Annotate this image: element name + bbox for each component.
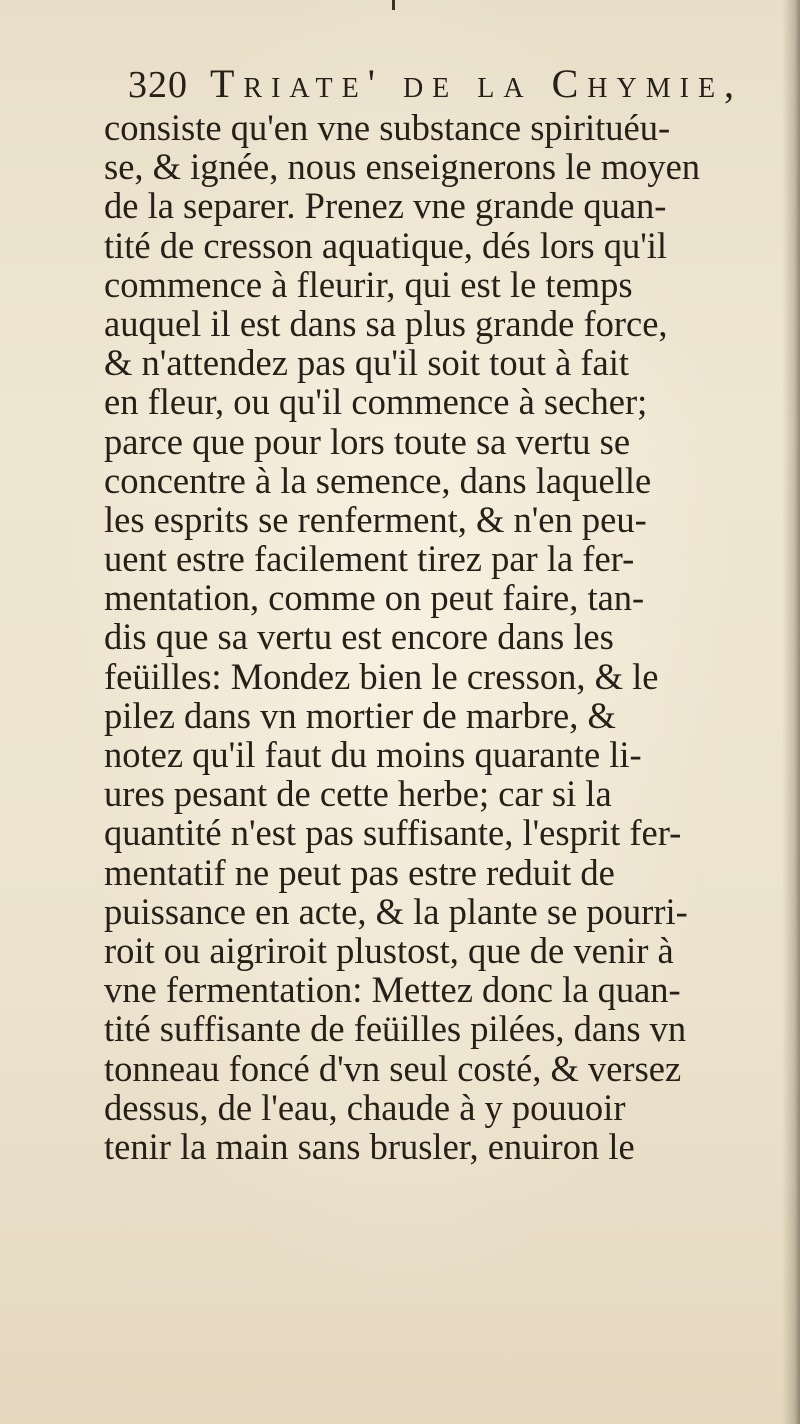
text-line: mentatif ne peut pas estre reduit de [104, 851, 615, 893]
text-line: mentation, comme on peut faire, tan- [104, 577, 645, 619]
text-line: consiste qu'en vne substance spirituéu- [104, 107, 671, 148]
text-line: quantité n'est pas suffisante, l'esprit fer- [104, 812, 682, 854]
text-line: de la separer. Prenez vne grande quan- [104, 185, 667, 227]
text-line: pilez dans vn mortier de marbre, & [104, 694, 616, 736]
text-line: roit ou aigriroit plustost, que de venir à [104, 929, 674, 971]
text-line: ures pesant de cette herbe; car si la [104, 773, 612, 815]
text-line: parce que pour lors toute sa vertu se [104, 420, 631, 462]
page-edge-shadow [782, 0, 800, 1424]
text-line: commence à fleurir, qui est le temps [104, 263, 633, 305]
text-line: en fleur, ou qu'il commence à secher; [104, 381, 648, 423]
running-title: Triate' de la Chymie, [210, 61, 744, 106]
page-edge-mark [392, 0, 395, 10]
text-line: notez qu'il faut du moins quarante li- [104, 734, 642, 775]
text-line: auquel il est dans sa plus grande force, [104, 302, 668, 344]
text-line: feüilles: Mondez bien le cresson, & le [104, 655, 659, 697]
text-line: concentre à la semence, dans laquelle [104, 459, 652, 501]
text-line: tenir la main sans brusler, enuiron le [104, 1125, 635, 1167]
text-line: uent estre facilement tirez par la fer- [104, 538, 635, 580]
text-line: tité de cresson aquatique, dés lors qu'il [104, 224, 668, 266]
text-line: tonneau foncé d'vn seul costé, & versez [104, 1047, 682, 1089]
text-line: se, & ignée, nous enseignerons le moyen [104, 146, 701, 188]
text-line: tité suffisante de feüilles pilées, dans vn [104, 1008, 687, 1050]
text-line: & n'attendez pas qu'il soit tout à fait [104, 342, 630, 384]
text-line: puissance en acte, & la plante se pourri- [104, 890, 688, 932]
text-line: dessus, de l'eau, chaude à y pouuoir [104, 1086, 626, 1128]
text-line: vne fermentation: Mettez donc la quan- [104, 969, 681, 1011]
body-text [104, 108, 784, 1166]
text-line: dis que sa vertu est encore dans les [104, 616, 614, 658]
page-number: 320 [128, 64, 188, 106]
text-line: les esprits se renferment, & n'en peu- [104, 498, 647, 540]
